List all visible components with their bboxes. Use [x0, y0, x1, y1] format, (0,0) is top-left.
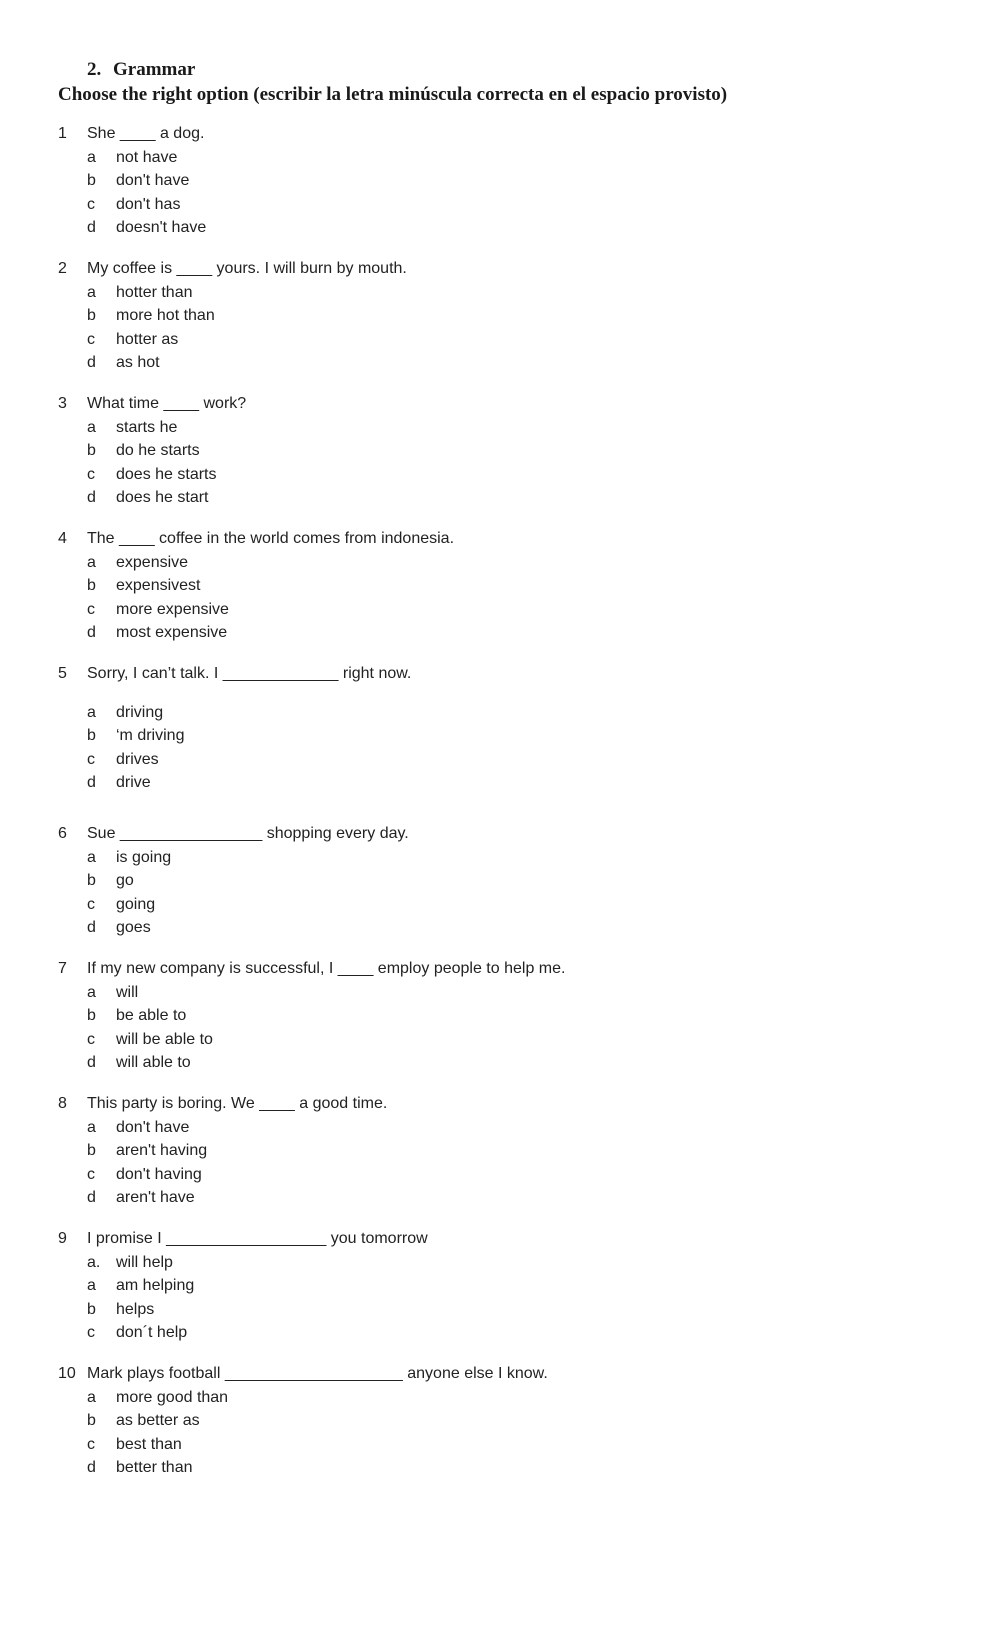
option-a[interactable] — [87, 551, 958, 575]
option-b[interactable] — [87, 1139, 958, 1163]
option-b[interactable] — [87, 1004, 958, 1028]
option-text: will be able to — [116, 1030, 213, 1048]
question-stem — [58, 122, 958, 146]
option-b[interactable] — [87, 869, 958, 893]
option-list — [87, 981, 958, 1075]
option-text: more hot than — [116, 307, 215, 324]
question-1 — [58, 122, 958, 240]
option-text: going — [116, 895, 156, 913]
option-text: ‘m driving — [116, 727, 185, 744]
option-letter: a — [87, 703, 96, 721]
option-letter: a — [87, 1118, 96, 1136]
question-number: 3 — [58, 395, 67, 412]
option-text: be able to — [116, 1007, 187, 1024]
option-c[interactable] — [87, 328, 958, 352]
option-letter: a — [87, 848, 96, 866]
question-stem — [58, 392, 958, 416]
option-letter: b — [87, 727, 96, 744]
option-letter: d — [87, 919, 96, 936]
option-list — [87, 1386, 958, 1480]
option-text: aren't have — [116, 1189, 195, 1206]
question-6 — [58, 822, 958, 940]
option-a[interactable] — [87, 146, 958, 170]
option-letter: c — [87, 1324, 95, 1341]
option-a[interactable] — [87, 416, 958, 440]
option-letter: c — [87, 895, 95, 913]
option-b[interactable] — [87, 724, 958, 748]
option-letter: b — [87, 307, 96, 324]
option-c[interactable] — [87, 893, 958, 917]
option-text: helps — [116, 1300, 155, 1318]
option-d[interactable] — [87, 1456, 958, 1480]
option-a[interactable] — [87, 281, 958, 305]
question-text: Mark plays football ____________________ anyone else I know. — [87, 1365, 548, 1382]
option-letter: b — [87, 1142, 96, 1159]
option-letter: d — [87, 489, 96, 506]
option-letter: a — [87, 1277, 96, 1294]
question-text: Sue ________________ shopping every day. — [87, 825, 409, 842]
option-b[interactable] — [87, 439, 958, 463]
option-d[interactable] — [87, 916, 958, 940]
question-text: What time ____ work? — [87, 395, 247, 412]
option-b[interactable] — [87, 304, 958, 328]
option-b[interactable] — [87, 574, 958, 598]
option-letter: a — [87, 1388, 96, 1406]
option-list — [87, 416, 958, 510]
option-c[interactable] — [87, 748, 958, 772]
question-text: Sorry, I can’t talk. I _____________ right now. — [87, 665, 412, 682]
option-letter: d — [87, 1189, 96, 1206]
option-text: don't has — [116, 195, 181, 213]
option-text: more good than — [116, 1388, 229, 1406]
question-number: 7 — [58, 960, 67, 977]
option-d[interactable] — [87, 351, 958, 375]
option-letter: b — [87, 172, 96, 189]
option-d[interactable] — [87, 1186, 958, 1210]
option-c[interactable] — [87, 1433, 958, 1457]
option-c[interactable] — [87, 1163, 958, 1187]
option-letter: a — [87, 553, 96, 571]
question-stem — [58, 957, 958, 981]
option-text: most expensive — [116, 624, 228, 641]
option-c[interactable] — [87, 463, 958, 487]
option-text: will help — [116, 1253, 173, 1271]
question-text: My coffee is ____ yours. I will burn by mouth. — [87, 260, 407, 277]
question-text: If my new company is successful, I ____ employ people to help me. — [87, 960, 566, 977]
option-text: don´t help — [116, 1324, 188, 1341]
question-stem — [58, 662, 958, 686]
option-letter: d — [87, 774, 96, 791]
option-b[interactable] — [87, 1409, 958, 1433]
option-c[interactable] — [87, 1028, 958, 1052]
question-text: She ____ a dog. — [87, 125, 205, 142]
option-text: goes — [116, 919, 151, 936]
question-stem — [58, 1362, 958, 1386]
option-letter: b — [87, 577, 96, 594]
question-stem — [58, 1092, 958, 1116]
option-text: expensive — [116, 553, 189, 571]
option-text: expensivest — [116, 577, 201, 594]
question-stem — [58, 257, 958, 281]
option-c[interactable] — [87, 1321, 958, 1345]
option-list — [87, 551, 958, 645]
option-text: hotter as — [116, 330, 179, 348]
option-text: not have — [116, 148, 178, 166]
option-d[interactable] — [87, 771, 958, 795]
option-text: go — [116, 872, 134, 889]
option-text: does he start — [116, 489, 209, 506]
option-text: drives — [116, 750, 159, 768]
question-number: 1 — [58, 125, 67, 142]
question-5 — [58, 662, 958, 795]
option-c[interactable] — [87, 193, 958, 217]
option-list — [87, 1251, 958, 1345]
option-text: drive — [116, 774, 151, 791]
option-letter: c — [87, 1165, 95, 1183]
option-letter: c — [87, 1435, 95, 1453]
option-letter: d — [87, 624, 96, 641]
option-letter: c — [87, 600, 95, 618]
section-heading — [87, 58, 195, 82]
option-text: better than — [116, 1459, 193, 1476]
option-letter: b — [87, 1300, 96, 1318]
option-text: don't have — [116, 172, 190, 189]
option-text: do he starts — [116, 442, 200, 459]
option-a[interactable] — [87, 981, 958, 1005]
question-number: 4 — [58, 530, 67, 547]
question-10 — [58, 1362, 958, 1480]
instruction-text: Choose the right option (escribir la letra minúscula correcta en el espacio provisto) — [58, 84, 728, 105]
question-number: 9 — [58, 1230, 67, 1247]
question-7 — [58, 957, 958, 1075]
option-letter: a — [87, 148, 96, 166]
option-text: don't have — [116, 1118, 190, 1136]
option-text: aren't having — [116, 1142, 208, 1159]
section-title: Grammar — [113, 59, 196, 80]
option-letter: c — [87, 330, 95, 348]
option-letter: a — [87, 283, 96, 301]
option-text: am helping — [116, 1277, 195, 1294]
option-a[interactable] — [87, 1274, 958, 1298]
option-text: starts he — [116, 418, 178, 436]
question-stem — [58, 527, 958, 551]
option-text: will — [116, 983, 139, 1001]
option-text: does he starts — [116, 465, 217, 483]
question-9 — [58, 1227, 958, 1345]
question-stem — [58, 1227, 958, 1251]
option-letter: d — [87, 219, 96, 236]
option-a-dot[interactable] — [87, 1251, 958, 1275]
option-letter: a — [87, 983, 96, 1001]
question-number: 8 — [58, 1095, 67, 1112]
question-number: 2 — [58, 260, 67, 277]
question-number: 10 — [58, 1365, 76, 1382]
option-letter: c — [87, 195, 95, 213]
option-letter: a — [87, 418, 96, 436]
option-a[interactable] — [87, 701, 958, 725]
question-stem — [58, 822, 958, 846]
option-letter: b — [87, 1007, 96, 1024]
option-text: is going — [116, 848, 172, 866]
option-letter: b — [87, 442, 96, 459]
option-letter: c — [87, 465, 95, 483]
option-a[interactable] — [87, 1386, 958, 1410]
option-list — [87, 146, 958, 240]
option-text: best than — [116, 1435, 182, 1453]
section-number: 2. — [87, 59, 102, 80]
question-text: I promise I __________________ you tomorrow — [87, 1230, 428, 1247]
option-text: as hot — [116, 354, 160, 371]
option-text: don't having — [116, 1165, 202, 1183]
option-a[interactable] — [87, 846, 958, 870]
option-letter: c — [87, 1030, 95, 1048]
option-letter: c — [87, 750, 95, 768]
option-text: hotter than — [116, 283, 193, 301]
option-letter: b — [87, 1412, 96, 1429]
option-list — [87, 846, 958, 940]
option-b[interactable] — [87, 169, 958, 193]
option-c[interactable] — [87, 598, 958, 622]
option-letter: d — [87, 1459, 96, 1476]
question-number: 5 — [58, 665, 67, 682]
option-b[interactable] — [87, 1298, 958, 1322]
option-letter: a. — [87, 1253, 101, 1271]
option-d[interactable] — [87, 216, 958, 240]
option-letter: b — [87, 872, 96, 889]
question-number: 6 — [58, 825, 67, 842]
option-list — [87, 701, 958, 795]
option-list — [87, 1116, 958, 1210]
option-a[interactable] — [87, 1116, 958, 1140]
option-list — [87, 281, 958, 375]
question-text: This party is boring. We ____ a good time. — [87, 1095, 388, 1112]
question-2 — [58, 257, 958, 375]
option-text: driving — [116, 703, 164, 721]
option-text: doesn't have — [116, 219, 207, 236]
question-text: The ____ coffee in the world comes from indonesia. — [87, 530, 455, 547]
option-d[interactable] — [87, 621, 958, 645]
option-letter: d — [87, 1054, 96, 1071]
option-text: as better as — [116, 1412, 200, 1429]
question-3 — [58, 392, 958, 510]
option-d[interactable] — [87, 1051, 958, 1075]
option-d[interactable] — [87, 486, 958, 510]
option-text: will able to — [116, 1054, 191, 1071]
option-letter: d — [87, 354, 96, 371]
question-8 — [58, 1092, 958, 1210]
question-4 — [58, 527, 958, 645]
option-text: more expensive — [116, 600, 229, 618]
